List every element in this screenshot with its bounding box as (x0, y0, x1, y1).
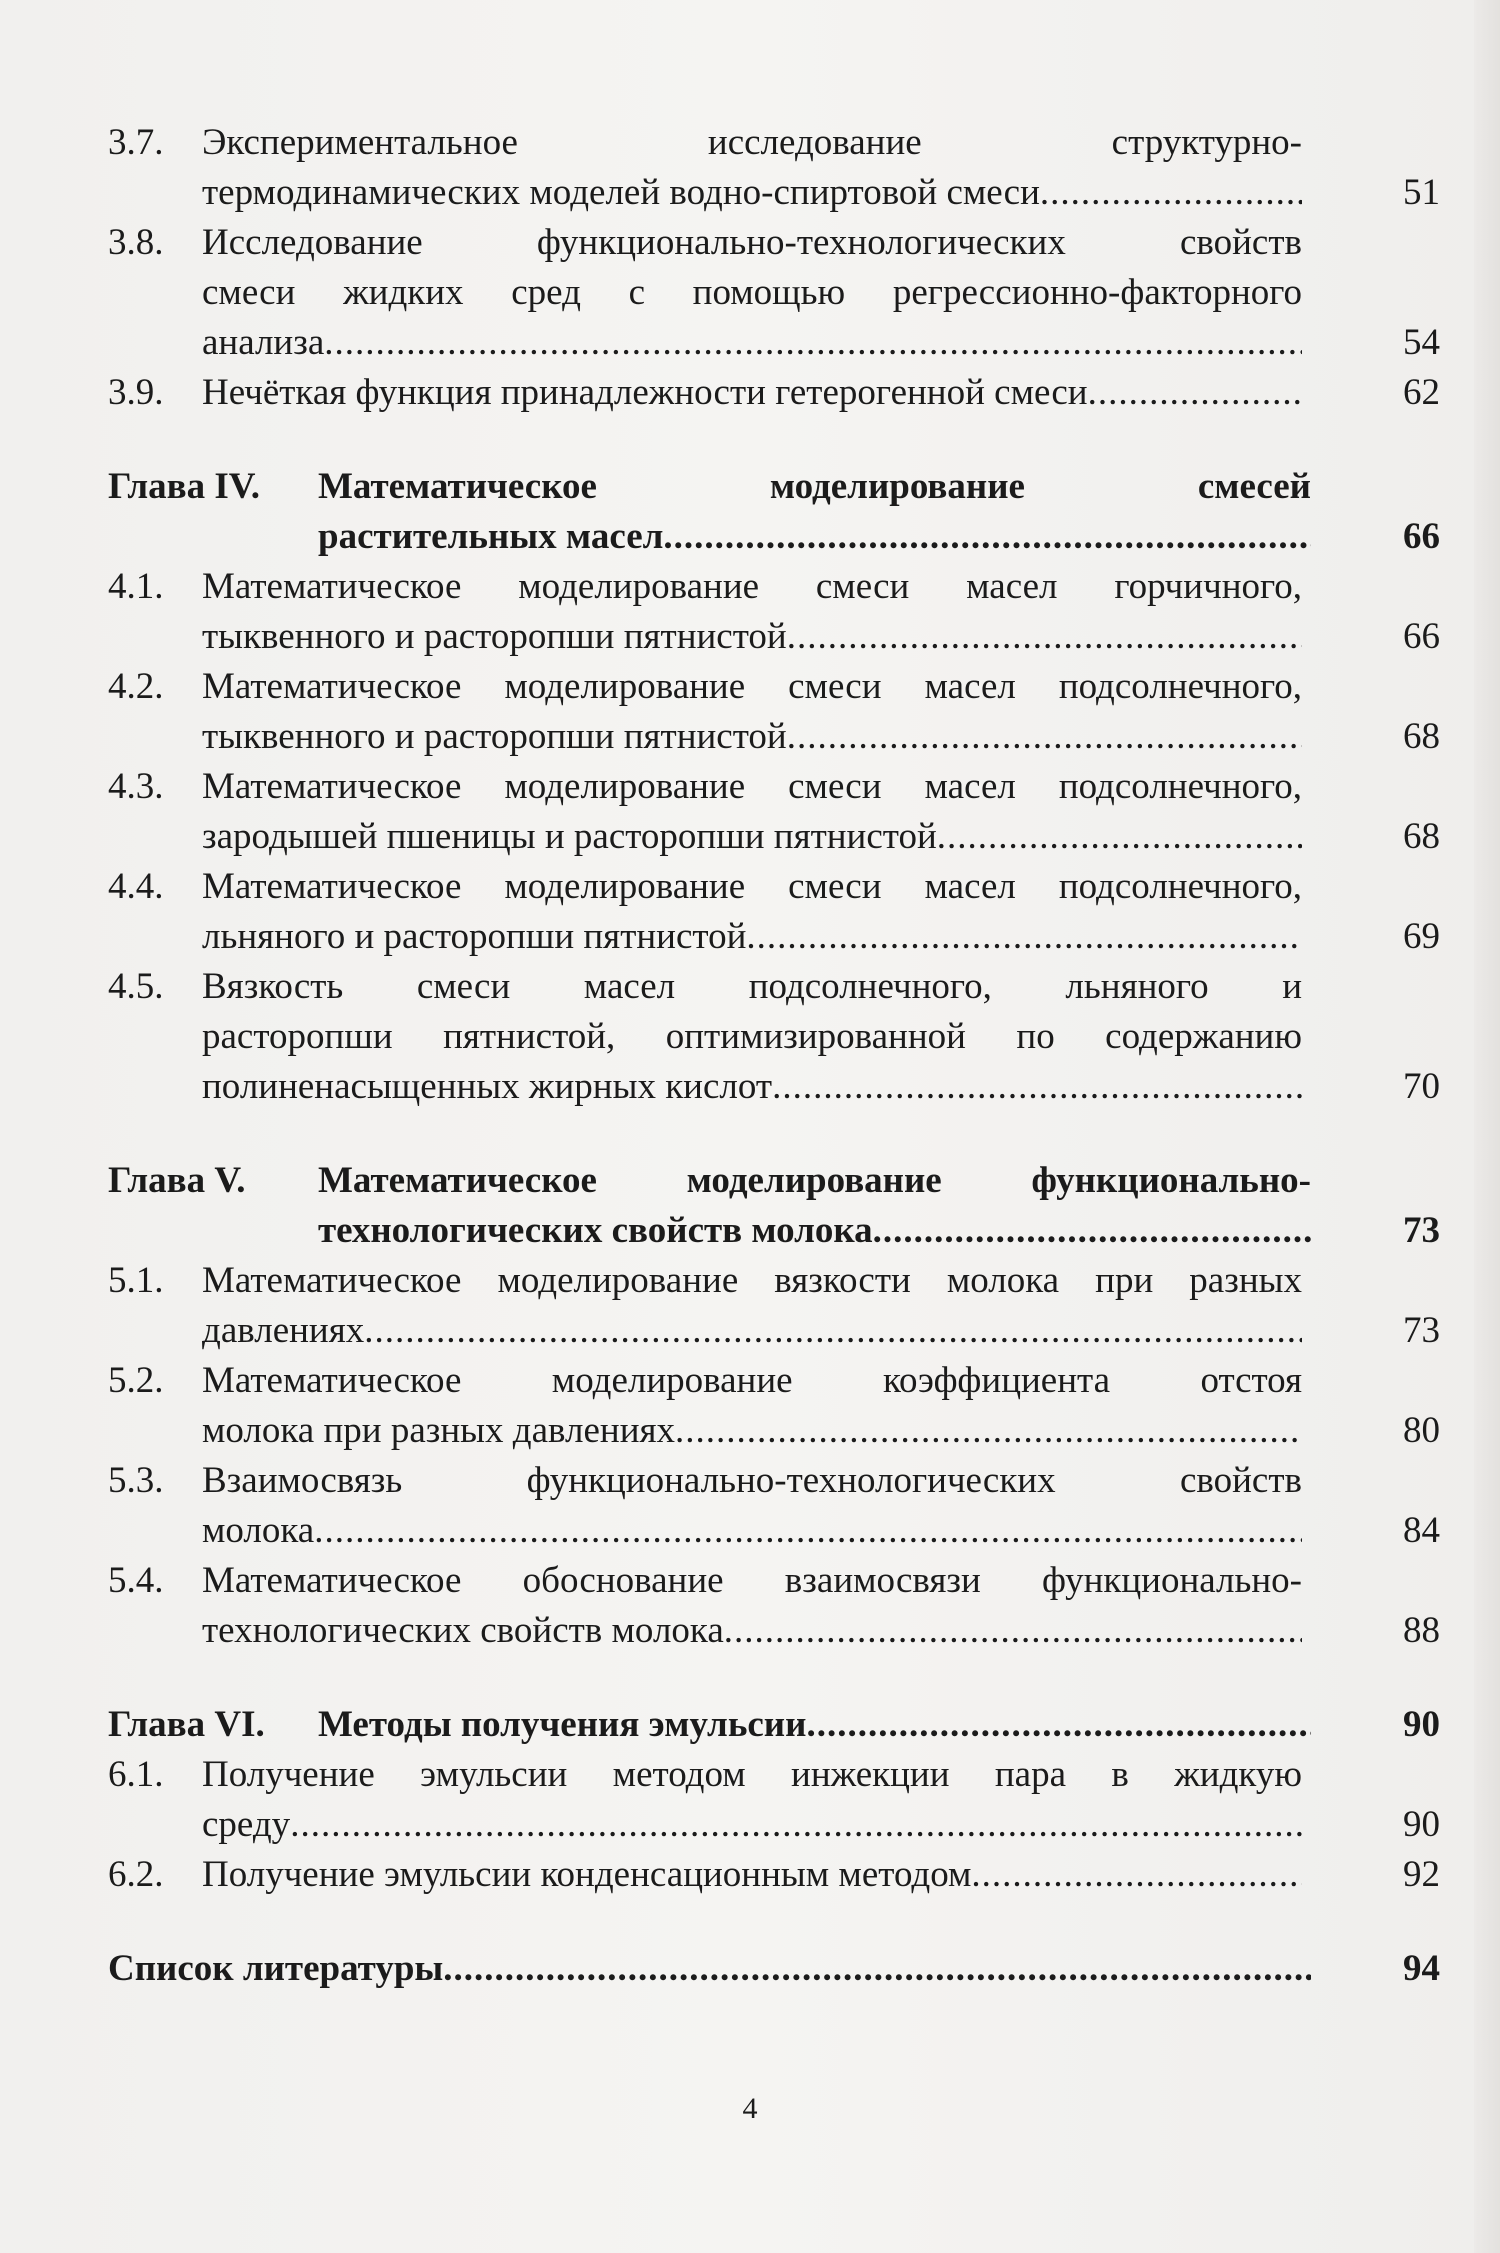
toc-entry-title-line: Методы получения эмульсии ..... (318, 1700, 1311, 1750)
toc-entry-page-number: 62 (1403, 372, 1440, 413)
toc-entry-title-line: Вязкость смеси масел подсолнечного, льняного и (202, 966, 1302, 1007)
toc-entry-page-number: 80 (1403, 1410, 1440, 1451)
toc-entry-title-line: зародышей пшеницы и расторопши пятнистой ..... (202, 812, 1302, 862)
toc-entry-number: 5.3. (108, 1460, 164, 1501)
toc-entry-title-line: анализа ..... (202, 318, 1302, 368)
toc-chapter-entry (108, 1700, 1440, 1750)
toc-entry-title-line: льняного и расторопши пятнистой ..... (202, 912, 1302, 962)
toc-entry-page-number: 66 (1403, 516, 1440, 557)
chapter-gap (108, 418, 1440, 462)
toc-section-entry (108, 562, 1440, 662)
toc-section-entry (108, 1750, 1440, 1850)
toc-section-entry (108, 1456, 1440, 1556)
toc-entry-title (318, 1156, 1321, 1256)
toc-entry-title (202, 368, 1312, 418)
toc-section-entry (108, 218, 1440, 368)
toc-entry-page-number: 92 (1403, 1854, 1440, 1895)
toc-entry-page-number: 54 (1403, 322, 1440, 363)
toc-entry-number: Глава IV. (108, 466, 260, 507)
toc-entry-number: 5.2. (108, 1360, 164, 1401)
toc-entry-number: 6.1. (108, 1754, 164, 1795)
toc-chapter-entry (108, 462, 1440, 562)
toc-entry-title-line: молока при разных давлениях ..... (202, 1406, 1302, 1456)
toc-entry-title-line: Исследование функционально-технологических свойств (202, 222, 1302, 263)
toc-entry-title-line: полиненасыщенных жирных кислот ..... (202, 1062, 1302, 1112)
toc-entry-title-line: давлениях ..... (202, 1306, 1302, 1356)
toc-entry-number: 4.5. (108, 966, 164, 1007)
page-edge-shadow (1474, 0, 1500, 2253)
toc-entry-page-number: 73 (1403, 1210, 1440, 1251)
toc-entry-page-number: 68 (1403, 716, 1440, 757)
toc-entry-title-line: тыквенного и расторопши пятнистой ..... (202, 612, 1302, 662)
toc-entry-title-line: Нечёткая функция принадлежности гетерогенной смеси ..... (202, 368, 1302, 418)
page-number: 4 (742, 2092, 758, 2125)
toc-entry-number: 3.8. (108, 222, 164, 263)
toc-entry-title-line: смеси жидких сред с помощью регрессионно-факторного (202, 272, 1302, 313)
toc-entry-title-line: Математическое моделирование смеси масел горчичного, (202, 566, 1302, 607)
toc-entry-title-line: технологических свойств молока ..... (318, 1206, 1311, 1256)
toc-entry-title (202, 1750, 1312, 1850)
toc-entry-page-number: 66 (1403, 616, 1440, 657)
toc-entry-title-line: тыквенного и расторопши пятнистой ..... (202, 712, 1302, 762)
toc-section-entry (108, 1850, 1440, 1900)
toc-entry-title (202, 562, 1312, 662)
toc-chapter-entry (108, 1156, 1440, 1256)
toc-entry-title-line: расторопши пятнистой, оптимизированной по содержанию (202, 1016, 1302, 1057)
toc-entry-number: 4.2. (108, 666, 164, 707)
toc-entry-page-number: 90 (1403, 1704, 1440, 1745)
toc-section-entry (108, 762, 1440, 862)
toc-entry-title-line: Математическое моделирование функционально- (318, 1160, 1311, 1201)
toc-entry-title-line: растительных масел ..... (318, 512, 1311, 562)
toc-entry-title (202, 1456, 1312, 1556)
toc-entry-title (318, 1700, 1321, 1750)
toc-entry-title-line: Математическое моделирование вязкости молока при разных (202, 1260, 1302, 1301)
toc-entry-title (202, 962, 1312, 1112)
toc-entry-title-line: Математическое моделирование смеси масел подсолнечного, (202, 866, 1302, 907)
chapter-gap (108, 1112, 1440, 1156)
toc-section-entry (108, 118, 1440, 218)
toc-entry-title (202, 1256, 1312, 1356)
toc-entry-title-line: Математическое обоснование взаимосвязи функционально- (202, 1560, 1302, 1601)
toc-entry-page-number: 69 (1403, 916, 1440, 957)
chapter-gap (108, 1656, 1440, 1700)
toc-entry-number: 4.3. (108, 766, 164, 807)
toc-entry-number: 5.4. (108, 1560, 164, 1601)
toc-section-entry (108, 368, 1440, 418)
toc-entry-title-line: молока ..... (202, 1506, 1302, 1556)
toc-section-entry (108, 962, 1440, 1112)
toc-entry-page-number: 94 (1403, 1948, 1440, 1989)
toc-entry-page-number: 70 (1403, 1066, 1440, 1107)
toc-entry-number: Глава VI. (108, 1704, 265, 1745)
toc-entry-title-line: Экспериментальное исследование структурно- (202, 122, 1302, 163)
toc-entry-title (202, 662, 1312, 762)
toc-section-entry (108, 1256, 1440, 1356)
toc-entry-title (108, 1944, 1321, 1994)
toc-entry-title-line: Математическое моделирование коэффициента отстоя (202, 1360, 1302, 1401)
toc-entry-number: 4.4. (108, 866, 164, 907)
toc-entry-page-number: 73 (1403, 1310, 1440, 1351)
toc-entry-number: 6.2. (108, 1854, 164, 1895)
toc-entry-title-line: термодинамических моделей водно-спиртовой смеси ..... (202, 168, 1302, 218)
toc-entry-number: 3.9. (108, 372, 164, 413)
toc-entry-title (202, 762, 1312, 862)
toc-entry-title-line: среду ..... (202, 1800, 1302, 1850)
toc-entry-page-number: 90 (1403, 1804, 1440, 1845)
toc-entry-title-line: Математическое моделирование смесей (318, 466, 1311, 507)
toc-entry-title (202, 218, 1312, 368)
toc-section-entry (108, 1356, 1440, 1456)
toc-entry-number: Глава V. (108, 1160, 246, 1201)
toc-entry-page-number: 84 (1403, 1510, 1440, 1551)
toc-section-entry (108, 662, 1440, 762)
toc-entry-title (202, 862, 1312, 962)
toc-entry-title-line: Список литературы ..... (108, 1944, 1311, 1994)
toc-entry-title (202, 118, 1312, 218)
chapter-gap (108, 1900, 1440, 1944)
toc-entry-title (202, 1556, 1312, 1656)
toc-entry-title-line: Взаимосвязь функционально-технологических свойств (202, 1460, 1302, 1501)
toc-entry-title (202, 1850, 1312, 1900)
toc-section-entry (108, 1556, 1440, 1656)
toc-entry-page-number: 51 (1403, 172, 1440, 213)
toc-entry-number: 3.7. (108, 122, 164, 163)
toc-entry-title-line: технологических свойств молока ..... (202, 1606, 1302, 1656)
toc-entry-title-line: Математическое моделирование смеси масел подсолнечного, (202, 666, 1302, 707)
table-of-contents (108, 118, 1440, 1994)
toc-entry-title-line: Математическое моделирование смеси масел подсолнечного, (202, 766, 1302, 807)
toc-entry-number: 4.1. (108, 566, 164, 607)
toc-entry-title (318, 462, 1321, 562)
toc-entry-title-line: Получение эмульсии методом инжекции пара в жидкую (202, 1754, 1302, 1795)
toc-bibliography-entry (108, 1944, 1440, 1994)
toc-entry-page-number: 68 (1403, 816, 1440, 857)
toc-entry-title-line: Получение эмульсии конденсационным методом ..... (202, 1850, 1302, 1900)
toc-section-entry (108, 862, 1440, 962)
toc-entry-number: 5.1. (108, 1260, 164, 1301)
toc-entry-title (202, 1356, 1312, 1456)
toc-entry-page-number: 88 (1403, 1610, 1440, 1651)
